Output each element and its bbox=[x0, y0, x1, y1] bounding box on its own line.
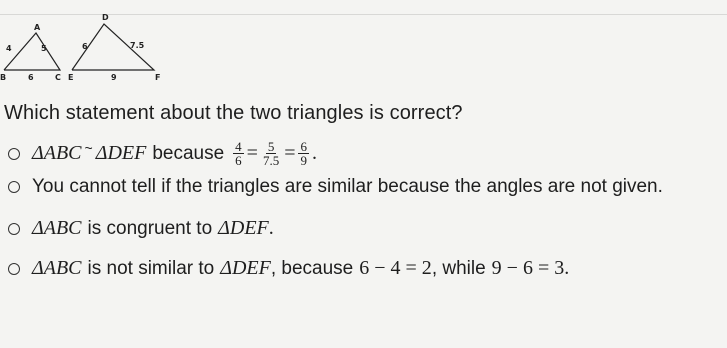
radio-button[interactable] bbox=[8, 181, 20, 193]
radio-button[interactable] bbox=[8, 263, 20, 275]
option-text-because: , because bbox=[270, 257, 354, 279]
side-df: 7.5 bbox=[130, 41, 145, 50]
equals-sign: = bbox=[284, 142, 296, 164]
triangle-abc-label: ΔABC bbox=[32, 217, 82, 239]
equals-sign: = bbox=[246, 142, 258, 164]
option-cannot-tell[interactable] bbox=[8, 176, 663, 198]
triangle-abc bbox=[4, 33, 60, 70]
question-text: Which statement about the two triangles is correct? bbox=[4, 102, 463, 124]
option-congruent[interactable] bbox=[8, 217, 274, 240]
fraction: $\frac{4}{6}$ bbox=[235, 139, 242, 168]
fraction: $\frac{6}{9}$ bbox=[300, 139, 307, 168]
side-de: 6 bbox=[82, 42, 88, 51]
label-C: C bbox=[55, 73, 61, 82]
side-ab: 4 bbox=[6, 44, 12, 53]
side-bc: 6 bbox=[28, 73, 34, 82]
option-text-while: , while bbox=[431, 257, 486, 279]
radio-button[interactable] bbox=[8, 148, 20, 160]
side-ef: 9 bbox=[111, 73, 117, 82]
option-text: is congruent to bbox=[87, 217, 213, 239]
period: . bbox=[564, 257, 570, 279]
label-A: A bbox=[34, 23, 41, 32]
label-E: E bbox=[68, 73, 74, 82]
option-text: because bbox=[152, 142, 225, 164]
period: . bbox=[311, 142, 317, 164]
fraction: $\frac{5}{7.5}$ bbox=[262, 139, 280, 168]
option-text: You cannot tell if the triangles are similar because the angles are not given. bbox=[32, 176, 663, 197]
triangle-def-label: ΔDEF bbox=[220, 257, 271, 279]
triangle-def-label: ΔDEF bbox=[218, 217, 269, 239]
similar-symbol: ~ bbox=[84, 139, 93, 156]
period: . bbox=[268, 217, 274, 239]
radio-button[interactable] bbox=[8, 223, 20, 235]
side-ac: 5 bbox=[41, 44, 47, 53]
label-F: F bbox=[155, 73, 161, 82]
option-text: is not similar to bbox=[87, 257, 215, 279]
option-not-similar[interactable] bbox=[8, 257, 569, 280]
triangle-def-label: ΔDEF bbox=[95, 142, 147, 164]
triangles-figure bbox=[0, 10, 180, 92]
option-similar-ratios[interactable] bbox=[8, 140, 317, 167]
triangle-abc-label: ΔABC bbox=[32, 142, 82, 164]
equation-left: 6 − 4 = 2 bbox=[359, 257, 432, 279]
triangle-abc-label: ΔABC bbox=[32, 257, 82, 279]
label-D: D bbox=[102, 13, 109, 22]
label-B: B bbox=[0, 73, 7, 82]
equation-right: 9 − 6 = 3 bbox=[491, 257, 565, 279]
